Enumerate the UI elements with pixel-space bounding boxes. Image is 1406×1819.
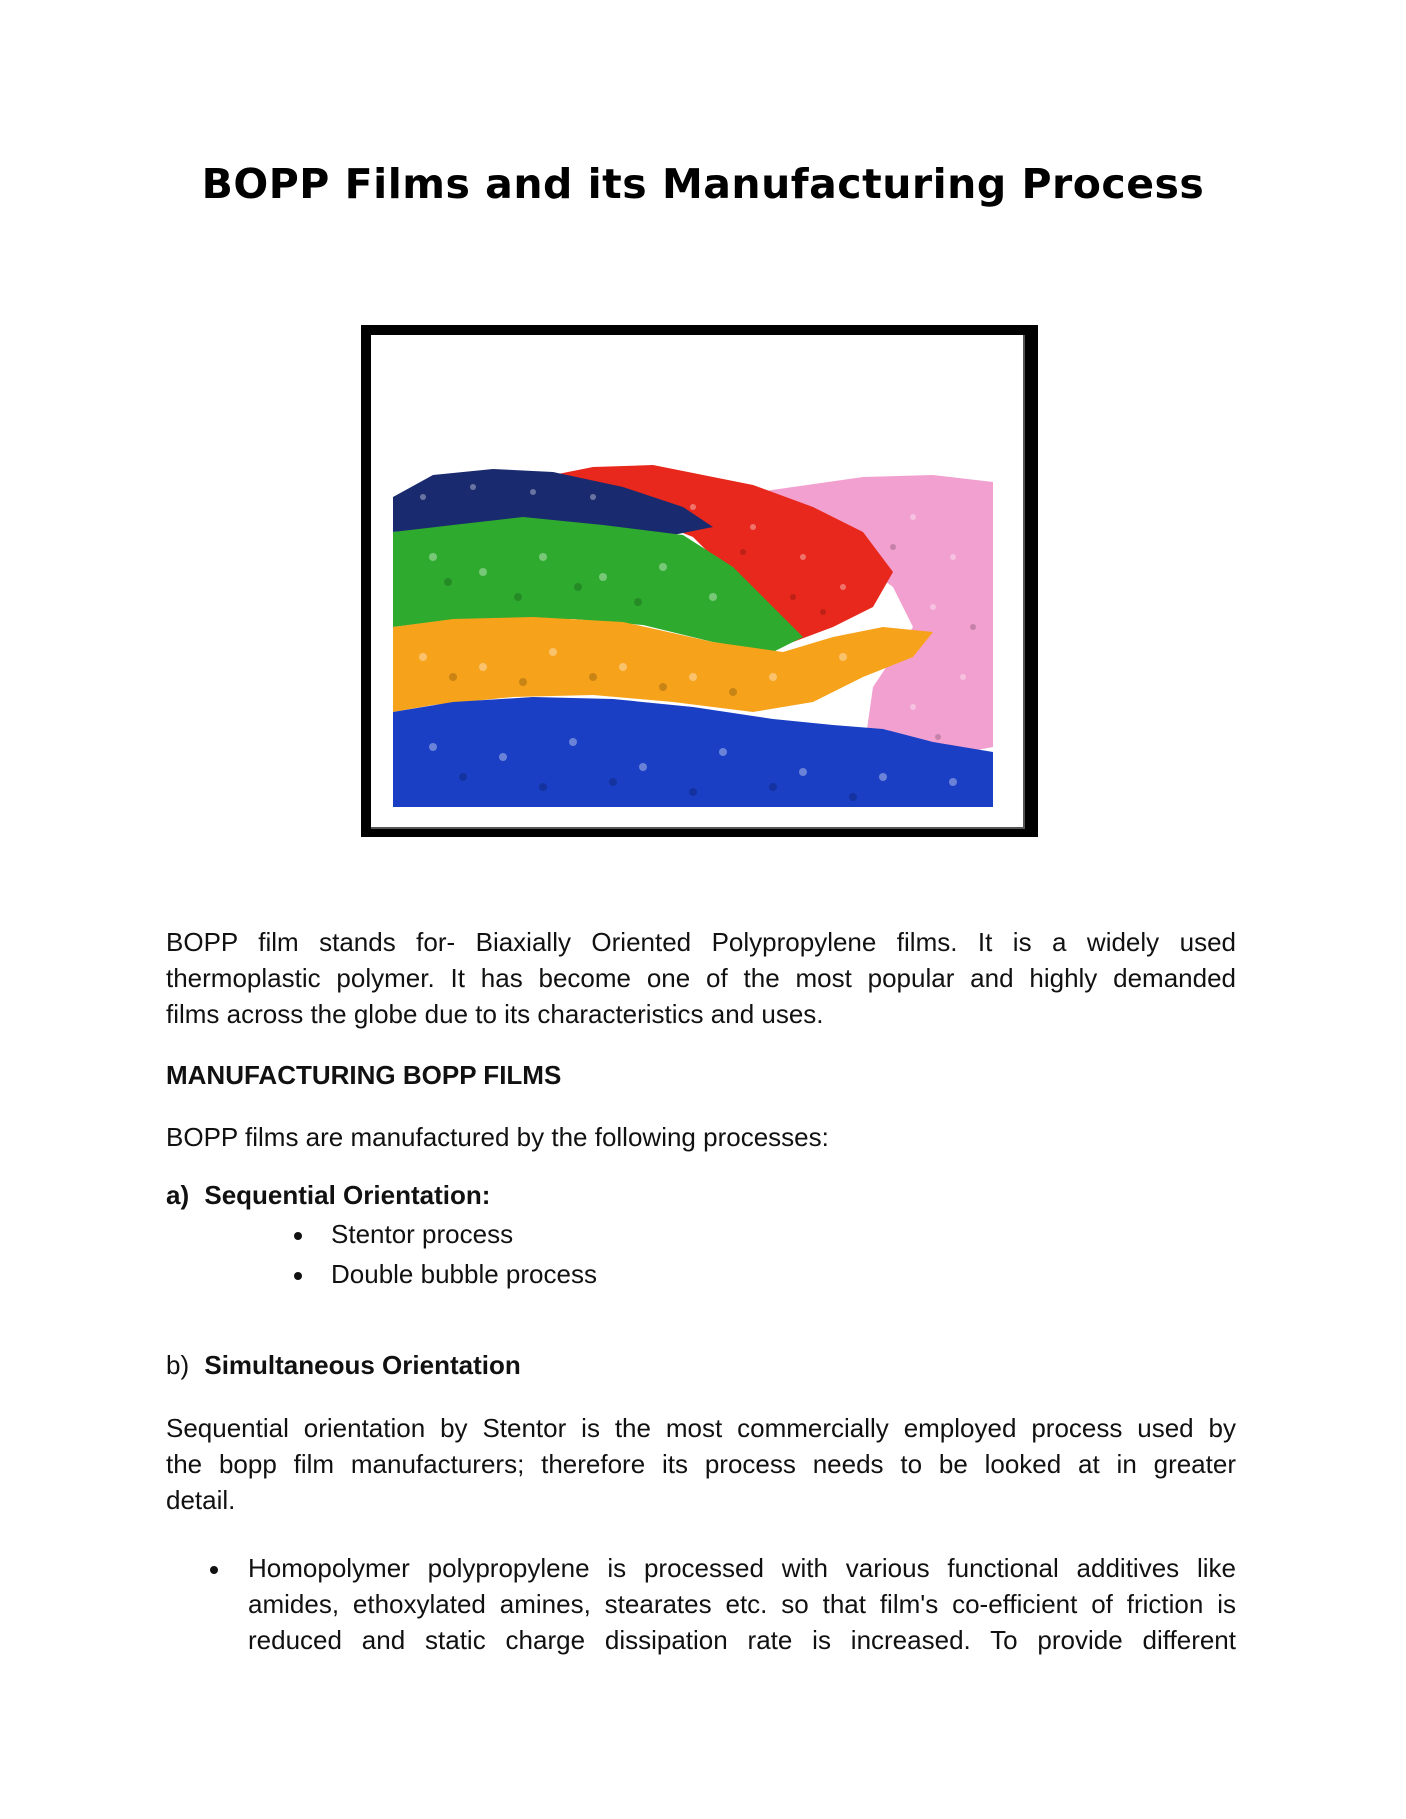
bullet-dot <box>210 1566 218 1574</box>
intro-line-2: thermoplastic polymer. It has become one of the most popular and highly demanded <box>166 963 1236 993</box>
sequential-line-1: Sequential orientation by Stentor is the most commercially employed process used by <box>166 1413 1236 1443</box>
processes-intro: BOPP films are manufactured by the following processes: <box>166 1122 829 1152</box>
item-a-label: Sequential Orientation: <box>204 1180 491 1210</box>
bullet-double-bubble-process: Double bubble process <box>331 1259 597 1289</box>
sequential-line-3: detail. <box>166 1485 236 1515</box>
document-title: BOPP Films and its Manufacturing Process <box>201 160 1205 208</box>
bullet-dot <box>294 1272 302 1280</box>
intro-paragraph <box>166 924 1236 1032</box>
intro-line-3: films across the globe due to its characteristics and uses. <box>166 999 824 1029</box>
bullet-stentor-process: Stentor process <box>331 1219 514 1249</box>
item-b-label: Simultaneous Orientation <box>204 1350 521 1380</box>
homopolymer-bullet <box>248 1550 1236 1658</box>
bullet-dot <box>294 1232 302 1240</box>
item-a-marker: a) <box>166 1180 190 1210</box>
homopolymer-line-2: amides, ethoxylated amines, stearates etc. so that film's co-efficient of friction is <box>248 1589 1236 1619</box>
item-b-marker: b) <box>166 1350 190 1380</box>
homopolymer-line-3: reduced and static charge dissipation rate is increased. To provide different <box>248 1625 1236 1655</box>
granules-illustration <box>393 357 993 807</box>
item-a-heading <box>166 1180 490 1211</box>
homopolymer-line-1: Homopolymer polypropylene is processed with various functional additives like <box>248 1553 1236 1583</box>
section-heading: MANUFACTURING BOPP FILMS <box>166 1060 562 1090</box>
sequential-line-2: the bopp film manufacturers; therefore its process needs to be looked at in greater <box>166 1449 1236 1479</box>
item-b-heading <box>166 1350 521 1381</box>
sequential-paragraph <box>166 1410 1236 1518</box>
polymer-granules-image <box>361 325 1038 837</box>
intro-line-1: BOPP film stands for- Biaxially Oriented Polypropylene films. It is a widely used <box>166 927 1236 957</box>
